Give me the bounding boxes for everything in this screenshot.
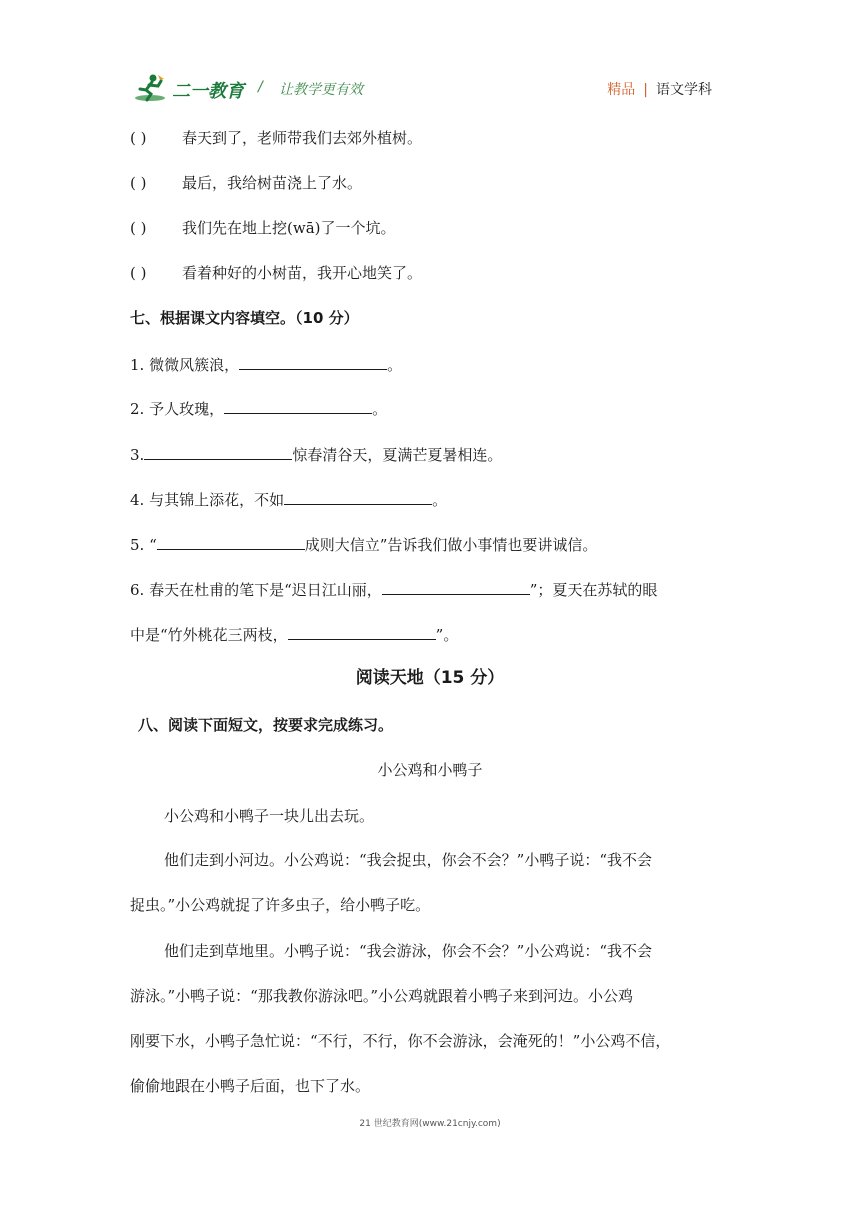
section-7-title: 七、根据课文内容填空。（10 分） <box>130 309 359 327</box>
answer-parentheses: ( ) <box>130 174 147 192</box>
story-title: 小公鸡和小鸭子 <box>377 761 483 779</box>
slogan-divider: / <box>258 79 263 95</box>
story-line: 小公鸡和小鸭子一块儿出去玩。 <box>164 807 375 825</box>
page-footer: 21 世纪教育网(www.21cnjy.com) <box>359 1119 501 1129</box>
page-header <box>134 70 734 110</box>
answer-parentheses: ( ) <box>130 219 147 237</box>
reading-heading: 阅读天地（15 分） <box>355 668 505 688</box>
ordering-item <box>130 128 422 148</box>
question-text: ”。 <box>435 626 459 644</box>
fill-question-2 <box>130 398 387 419</box>
question-text: 惊春清谷天，夏满芒夏暑相连。 <box>292 446 503 464</box>
answer-parentheses: ( ) <box>130 264 147 282</box>
logo-text: 二一教育 <box>172 81 244 102</box>
question-text: 2. 予人玫瑰， <box>130 400 225 418</box>
question-text: 中是“竹外桃花三两枝， <box>130 626 288 644</box>
ordering-text: 我们先在地上挖(wā)了一个坑。 <box>182 219 396 237</box>
ordering-text: 春天到了，老师带我们去郊外植树。 <box>182 129 423 147</box>
story-line: 他们走到小河边。小公鸡说：“我会捉虫，你会不会？”小鸭子说：“我不会 <box>164 851 653 869</box>
question-text: 1. 微微风簇浪， <box>130 356 240 374</box>
ordering-text: 看着种好的小树苗，我开心地笑了。 <box>182 264 423 282</box>
story-line: 偷偷地跟在小鸭子后面，也下了水。 <box>130 1077 371 1095</box>
ordering-item <box>130 218 396 238</box>
question-text: 。 <box>387 356 403 374</box>
ordering-item <box>130 173 362 193</box>
question-text: 5. “ <box>130 536 157 554</box>
answer-blank[interactable] <box>144 444 292 460</box>
story-line: 捉虫。”小公鸡就捉了许多虫子，给小鸭子吃。 <box>130 896 431 914</box>
fill-question-6 <box>130 579 657 600</box>
quality-label: 精品 <box>607 82 636 98</box>
answer-blank[interactable] <box>239 354 387 370</box>
section-8-title: 八、阅读下面短文，按要求完成练习。 <box>138 716 394 734</box>
question-text: 6. 春天在杜甫的笔下是“迟日江山丽， <box>130 581 382 599</box>
fill-question-1 <box>130 354 402 375</box>
story-line: 刚要下水，小鸭子急忙说：“不行，不行，你不会游泳，会淹死的！”小公鸡不信， <box>130 1032 671 1050</box>
fill-question-5 <box>130 534 597 555</box>
question-text: ”；夏天在苏轼的眼 <box>529 581 658 599</box>
slogan: 让教学更有效 <box>279 82 363 98</box>
question-text: 。 <box>372 400 388 418</box>
question-text: 。 <box>432 491 448 509</box>
fill-question-6-cont <box>130 624 458 645</box>
answer-blank[interactable] <box>284 489 432 505</box>
ordering-item <box>130 263 422 283</box>
subject-label: 语文学科 <box>656 82 712 98</box>
answer-blank[interactable] <box>288 624 436 640</box>
fill-question-3 <box>130 444 502 465</box>
answer-blank[interactable] <box>157 534 305 550</box>
answer-blank[interactable] <box>382 579 530 595</box>
fill-question-4 <box>130 489 447 510</box>
story-line: 他们走到草地里。小鸭子说：“我会游泳，你会不会？”小公鸡说：“我不会 <box>164 942 653 960</box>
question-text: 3. <box>130 446 145 464</box>
answer-parentheses: ( ) <box>130 129 147 147</box>
question-text: 成则大信立”告诉我们做小事情也要讲诚信。 <box>304 536 598 554</box>
question-text: 4. 与其锦上添花，不如 <box>130 491 285 509</box>
ordering-text: 最后，我给树苗浇上了水。 <box>182 174 363 192</box>
answer-blank[interactable] <box>224 398 372 414</box>
story-line: 游泳。”小鸭子说：“那我教你游泳吧。”小公鸡就跟着小鸭子来到河边。小公鸡 <box>130 987 634 1005</box>
header-separator: | <box>643 82 648 98</box>
header-subject <box>607 79 712 99</box>
